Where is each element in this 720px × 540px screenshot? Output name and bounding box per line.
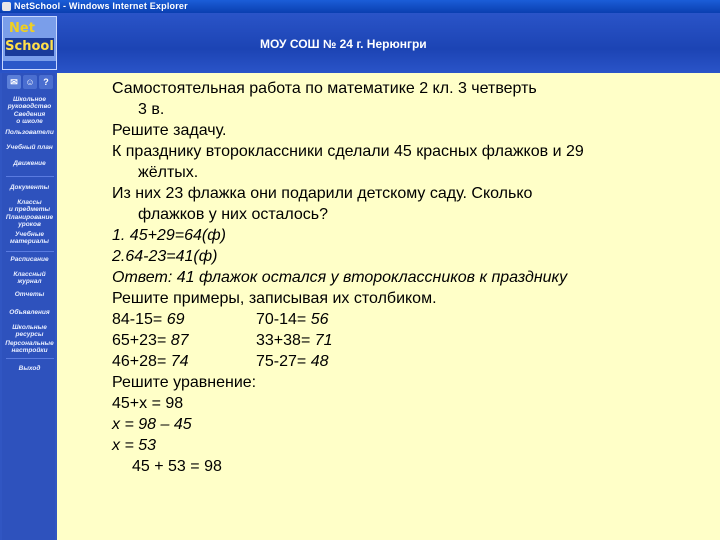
ie-icon bbox=[2, 2, 11, 11]
sidebar-item-label: и предметы bbox=[8, 206, 51, 213]
sidebar-item-label: Школьное bbox=[12, 96, 47, 103]
sidebar-item-label: Пользователи bbox=[5, 129, 54, 136]
example-left-answer: 87 bbox=[170, 332, 189, 349]
equation-line: х = 53 bbox=[112, 437, 157, 454]
sidebar-item-label: Документы bbox=[9, 184, 50, 191]
sidebar-item[interactable] bbox=[2, 160, 57, 167]
sidebar-item-label: Объявления bbox=[9, 309, 50, 316]
sidebar-item-label: Выход bbox=[18, 365, 41, 372]
example-right-answer: 56 bbox=[310, 311, 329, 328]
sidebar-item-label: материалы bbox=[10, 238, 49, 245]
solution-step: 2.64-23=41(ф) bbox=[112, 248, 218, 265]
sidebar-item[interactable] bbox=[2, 144, 57, 151]
example-left-answer: 74 bbox=[170, 353, 189, 370]
sidebar-item-label: ресурсы bbox=[15, 331, 44, 338]
sidebar-divider bbox=[6, 358, 54, 359]
sidebar-item[interactable] bbox=[2, 309, 57, 316]
sidebar-item[interactable] bbox=[2, 199, 57, 213]
people-icon[interactable]: ☺ bbox=[23, 75, 37, 89]
sidebar-item-label: Учебные bbox=[14, 231, 44, 238]
task1-heading: Решите задачу. bbox=[112, 122, 227, 139]
sidebar-item[interactable] bbox=[2, 256, 57, 263]
sidebar-item-label: настройки bbox=[11, 347, 48, 354]
task1-text: флажков у них осталось? bbox=[138, 206, 329, 223]
logo-text-school: School bbox=[5, 39, 54, 54]
task1-text: жёлтых. bbox=[138, 164, 199, 181]
sidebar-divider bbox=[6, 176, 54, 177]
help-icon[interactable]: ? bbox=[39, 75, 53, 89]
example-left-answer: 69 bbox=[166, 311, 185, 328]
sidebar-item-label: Сведения bbox=[13, 111, 46, 118]
example-right-answer: 48 bbox=[310, 353, 329, 370]
sidebar-item[interactable] bbox=[2, 291, 57, 298]
example-row bbox=[112, 330, 512, 351]
sidebar-item[interactable] bbox=[2, 111, 57, 125]
sidebar-item-label: Персональные bbox=[5, 340, 54, 347]
task1-answer: Ответ: 41 флажок остался у второклассников к празднику bbox=[112, 269, 568, 286]
sidebar-panel bbox=[2, 73, 55, 540]
example-left: 84-15= bbox=[112, 311, 163, 328]
example-row bbox=[112, 309, 512, 330]
sidebar-toolbar bbox=[5, 75, 55, 93]
example-row bbox=[112, 351, 512, 372]
sidebar-item-label: Планирование bbox=[5, 214, 54, 221]
example-right: 33+38= bbox=[256, 332, 311, 349]
example-right: 75-27= bbox=[256, 353, 307, 370]
sidebar bbox=[0, 73, 57, 540]
sidebar-item[interactable] bbox=[2, 340, 57, 354]
example-right: 70-14= bbox=[256, 311, 307, 328]
logo-bar bbox=[3, 61, 56, 69]
sidebar-divider bbox=[6, 251, 54, 252]
sidebar-item[interactable] bbox=[2, 271, 57, 285]
equation-line: 45+х = 98 bbox=[112, 395, 184, 412]
sidebar-item-label: руководство bbox=[7, 103, 52, 110]
equation-line: х = 98 – 45 bbox=[112, 416, 192, 433]
task2-heading: Решите примеры, записывая их столбиком. bbox=[112, 290, 437, 307]
school-name: МОУ СОШ № 24 г. Нерюнгри bbox=[260, 37, 427, 51]
task1-text: Из них 23 флажка они подарили детскому саду. Сколько bbox=[112, 185, 533, 202]
task1-text: К празднику второклассники сделали 45 красных флажков и 29 bbox=[112, 143, 584, 160]
sidebar-item[interactable] bbox=[2, 214, 57, 228]
sidebar-item-label: Движение bbox=[13, 160, 46, 167]
sidebar-item-label: уроков bbox=[18, 221, 41, 228]
site-header bbox=[0, 13, 720, 73]
logo-text-net: Net bbox=[9, 21, 35, 36]
sidebar-item-label: Классный bbox=[13, 271, 46, 278]
worksheet-title: Самостоятельная работа по математике 2 кл. 3 четверть bbox=[112, 80, 537, 97]
sidebar-item[interactable] bbox=[2, 96, 57, 110]
sidebar-item-label: Классы bbox=[17, 199, 42, 206]
sidebar-item-label: Учебный план bbox=[6, 144, 53, 151]
window-title: NetSchool - Windows Internet Explorer bbox=[14, 1, 188, 11]
sidebar-item[interactable] bbox=[2, 129, 57, 136]
solution-step: 1. 45+29=64(ф) bbox=[112, 227, 226, 244]
sidebar-item-label: Расписание bbox=[10, 256, 49, 263]
mail-icon[interactable]: ✉ bbox=[7, 75, 21, 89]
example-right-answer: 71 bbox=[314, 332, 333, 349]
sidebar-item[interactable] bbox=[2, 324, 57, 338]
example-left: 65+23= bbox=[112, 332, 167, 349]
equation-check: 45 + 53 = 98 bbox=[132, 458, 222, 475]
sidebar-item[interactable] bbox=[2, 231, 57, 245]
netschool-logo[interactable] bbox=[2, 16, 57, 70]
sidebar-item-label: Школьные bbox=[12, 324, 47, 331]
task3-heading: Решите уравнение: bbox=[112, 374, 257, 391]
sidebar-item-label: о школе bbox=[16, 118, 43, 125]
worksheet-variant: 3 в. bbox=[138, 101, 165, 118]
example-left: 46+28= bbox=[112, 353, 167, 370]
sidebar-item-label: журнал bbox=[17, 278, 42, 285]
window-titlebar bbox=[0, 0, 720, 13]
sidebar-item[interactable] bbox=[2, 184, 57, 191]
sidebar-item[interactable] bbox=[2, 365, 57, 372]
sidebar-item-label: Отчеты bbox=[14, 291, 45, 298]
